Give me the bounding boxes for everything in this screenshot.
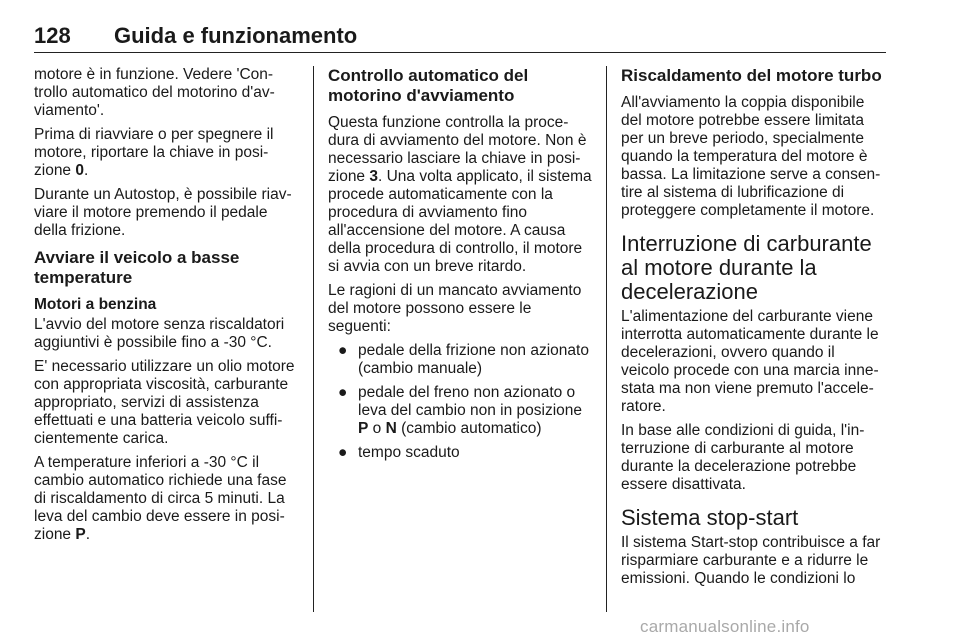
section-heading-fuel-cutoff: Interruzione di carburante al motore durante la decelerazione <box>621 231 872 304</box>
section-heading-turbo: Riscaldamento del motore turbo <box>621 66 882 85</box>
section-heading-cold-start: Avviare il veicolo a basse temperature <box>34 248 240 287</box>
column-1 <box>34 66 300 550</box>
paragraph: L'alimentazione del carburante viene interrotta automaticamente durante le decelerazioni, ovvero quando il veicolo procede con una marcia innestata ma non viene premuto l'acceleratore. <box>621 308 879 415</box>
paragraph: Il sistema Start-stop contribuisce a far risparmiare carburante e a ridurre le emissioni. Quando le condizioni lo <box>621 534 881 587</box>
paragraph: E' necessario utilizzare un olio motore con appropriata viscosità, carburante appropriato, servizi di assistenza effettuati e una batteria veicolo sufficientemente carica. <box>34 358 295 447</box>
column-3 <box>621 66 887 594</box>
section-heading-stop-start: Sistema stop-start <box>621 505 799 530</box>
paragraph: Le ragioni di un mancato avviamento del motore possono essere le seguenti: <box>328 282 582 335</box>
list-item: ● tempo scaduto <box>338 444 460 461</box>
running-title: Guida e funzionamento <box>114 23 358 48</box>
section-heading-auto-start: Controllo automatico del motorino d'avviamento <box>328 66 529 105</box>
paragraph: motore è in funzione. Vedere 'Controllo automatico del motorino d'avviamento'. <box>34 66 275 119</box>
bullet-icon: ● <box>338 444 348 461</box>
list-item: ● pedale della frizione non azionato (cambio manuale) <box>338 342 589 377</box>
page-header <box>34 24 886 53</box>
paragraph: A temperature inferiori a -30 °C il cambio automatico richiede una fase di riscaldamento di circa 5 minuti. La leva del cambio deve essere in posizione P. <box>34 454 287 543</box>
paragraph: Durante un Autostop, è possibile riavviare il motore premendo il pedale della frizione. <box>34 186 292 239</box>
column-2 <box>328 66 592 468</box>
paragraph: All'avviamento la coppia disponibile del motore potrebbe essere limitata per un breve periodo, specialmente quando la temperatura del motore è bassa. La limitazione serve a consentire al sistema di lubrificazione di proteggere completamente il motore. <box>621 94 881 219</box>
paragraph: In base alle condizioni di guida, l'interruzione di carburante al motore durante la decelerazione potrebbe essere disattivata. <box>621 422 865 493</box>
subheading-petrol: Motori a benzina <box>34 296 157 313</box>
paragraph: Questa funzione controlla la procedura di avviamento del motore. Non è necessario lasciare la chiave in posizione 3. Una volta applicato, il sistema procede automaticamente con la procedura di avviamento fino all'accensione del motore. A causa della procedura di controllo, il motore si avvia con un breve ritardo. <box>328 114 592 275</box>
paragraph: Prima di riavviare o per spegnere il motore, riportare la chiave in posizione 0. <box>34 126 274 179</box>
bullet-icon: ● <box>338 384 348 401</box>
list-item: ● pedale del freno non azionato o leva del cambio non in posizione P o N (cambio automatico) <box>338 384 583 437</box>
column-divider-left <box>313 66 314 612</box>
bullet-icon: ● <box>338 342 348 359</box>
paragraph: L'avvio del motore senza riscaldatori aggiuntivi è possibile fino a -30 °C. <box>34 316 285 351</box>
column-divider-right <box>606 66 607 612</box>
page-number: 128 <box>34 23 71 48</box>
reasons-list <box>328 342 592 462</box>
watermark: carmanualsonline.info <box>640 617 810 636</box>
